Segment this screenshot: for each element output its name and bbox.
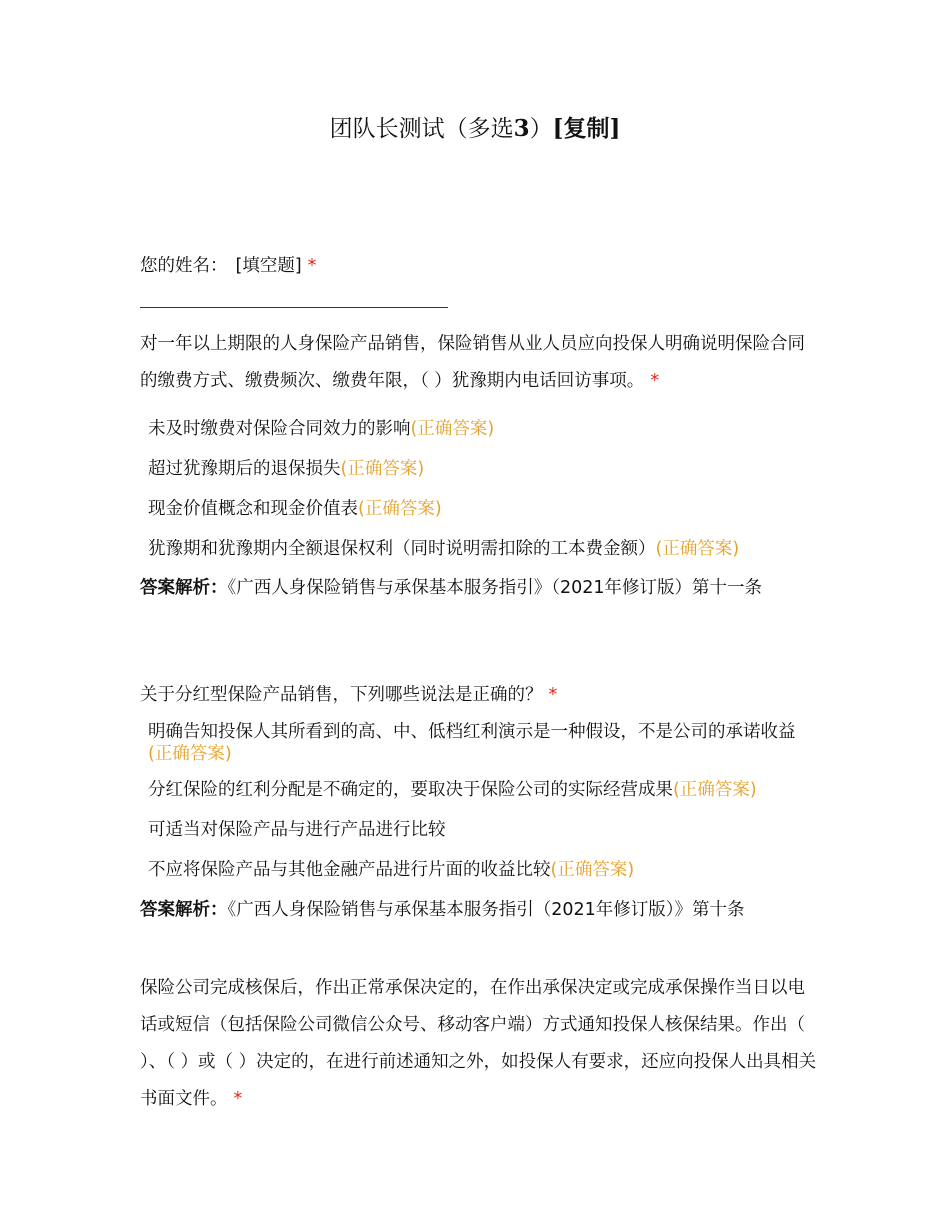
required-asterisk: * bbox=[548, 685, 558, 705]
q1-option-1[interactable]: 未及时缴费对保险合同效力的影响(正确答案) bbox=[148, 419, 495, 439]
explanation-label: 答案解析： bbox=[140, 900, 228, 920]
q1-option-4[interactable]: 犹豫期和犹豫期内全额退保权利（同时说明需扣除的工本费金额）(正确答案) bbox=[148, 539, 740, 559]
correct-answer-mark: (正确答案) bbox=[410, 419, 495, 439]
explanation-text: 《广西人身保险销售与承保基本服务指引》（2021年修订版）第十一条 bbox=[227, 578, 763, 598]
q1-explanation bbox=[140, 575, 820, 601]
q2-option-1[interactable]: 明确告知投保人其所看到的高、中、低档红利演示是一种假设，不是公司的承诺收益(正确答案) bbox=[148, 722, 796, 764]
required-asterisk: * bbox=[650, 371, 660, 391]
page-title bbox=[0, 110, 950, 143]
explanation-label: 答案解析： bbox=[140, 578, 228, 598]
q2-explanation bbox=[140, 897, 820, 923]
q2-option-4[interactable]: 不应将保险产品与其他金融产品进行片面的收益比较(正确答案) bbox=[148, 860, 635, 880]
q1-option-3[interactable]: 现金价值概念和现金价值表(正确答案) bbox=[148, 499, 442, 519]
question-label: 您的姓名： bbox=[140, 256, 228, 276]
question-2-text: 关于分红型保险产品销售，下列哪些说法是正确的？ * bbox=[140, 685, 558, 705]
name-answer-line[interactable] bbox=[140, 307, 448, 308]
correct-answer-mark: (正确答案) bbox=[358, 499, 442, 519]
question-type-tag: [填空题] bbox=[235, 256, 302, 276]
q2-option-3[interactable]: 可适当对保险产品与进行产品进行比较 bbox=[148, 820, 446, 840]
question-1-text: 对一年以上期限的人身保险产品销售，保险销售从业人员应向投保人明确说明保险合同的缴费方式、缴费频次、缴费年限，（ ）犹豫期内电话回访事项。 * bbox=[140, 334, 805, 391]
question-name bbox=[140, 252, 820, 277]
required-asterisk: * bbox=[307, 256, 317, 276]
explanation-text: 《广西人身保险销售与承保基本服务指引（2021年修订版）》第十条 bbox=[227, 900, 745, 920]
correct-answer-mark: (正确答案) bbox=[550, 860, 635, 880]
correct-answer-mark: (正确答案) bbox=[340, 459, 425, 479]
title-number: 3 bbox=[513, 115, 530, 142]
title-main: 团队长测试（多选 bbox=[329, 116, 514, 142]
copy-tag: [复制] bbox=[552, 115, 621, 142]
correct-answer-mark: (正确答案) bbox=[655, 539, 740, 559]
title-close: ） bbox=[529, 116, 553, 142]
q2-option-2[interactable]: 分红保险的红利分配是不确定的，要取决于保险公司的实际经营成果(正确答案) bbox=[148, 780, 757, 800]
required-asterisk: * bbox=[233, 1089, 243, 1109]
correct-answer-mark: (正确答案) bbox=[148, 744, 232, 764]
q1-option-2[interactable]: 超过犹豫期后的退保损失(正确答案) bbox=[148, 459, 425, 479]
correct-answer-mark: (正确答案) bbox=[673, 780, 757, 800]
question-3-text: 保险公司完成核保后，作出正常承保决定的，在作出承保决定或完成承保操作当日以电话或短信（包括保险公司微信公众号、移动客户端）方式通知投保人核保结果。作出（ ）、（ ）或（ ）决定的，在进行前述通知之外，如投保人有要求，还应向投保人出具相关书面文件。 * bbox=[140, 978, 817, 1109]
